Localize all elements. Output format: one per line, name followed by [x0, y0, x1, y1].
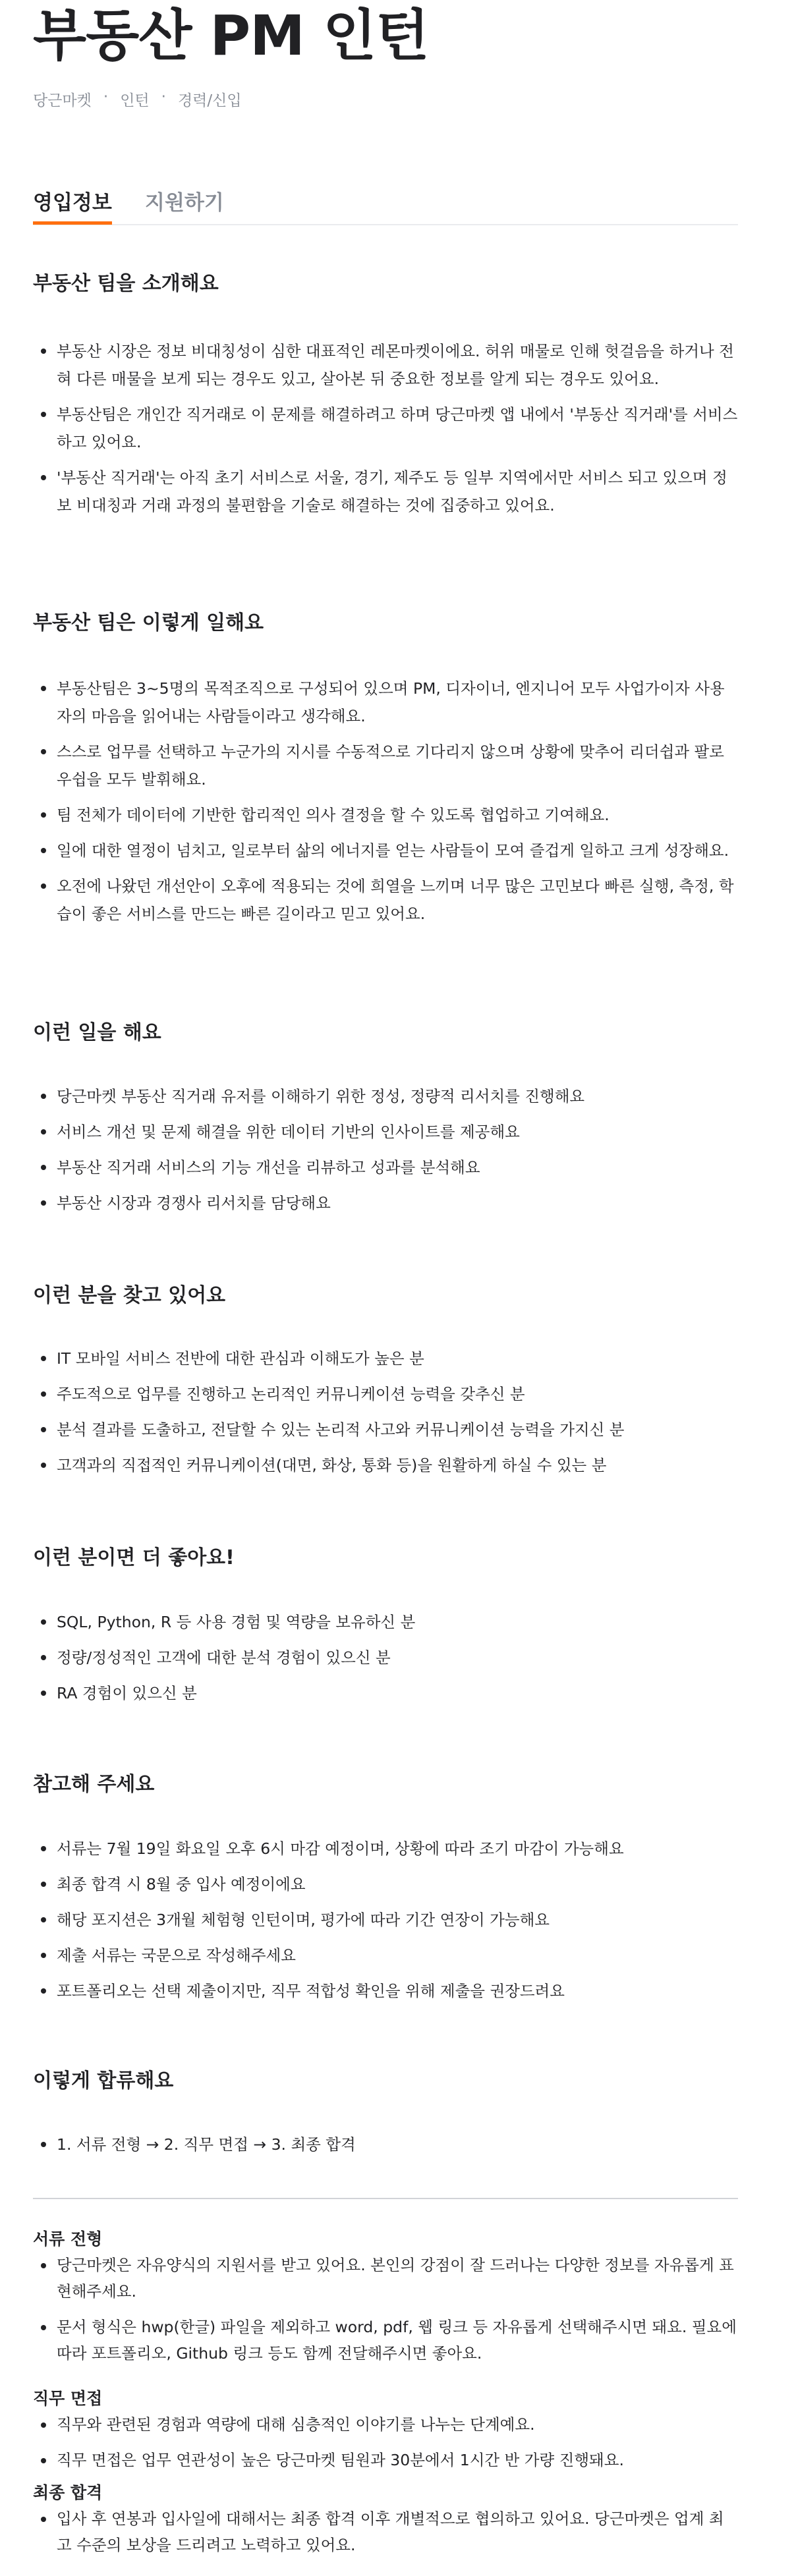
process-title-document: 서류 전형	[33, 2229, 103, 2249]
meta-separator: ·	[103, 88, 109, 105]
list-item: SQL, Python, R 등 사용 경험 및 역량을 보유하신 분	[33, 1608, 738, 1636]
list-item: IT 모바일 서비스 전반에 대한 관심과 이해도가 높은 분	[33, 1345, 738, 1372]
list-item: 주도적으로 업무를 진행하고 논리적인 커뮤니케이션 능력을 갖추신 분	[33, 1380, 738, 1408]
tab-apply[interactable]: 지원하기	[145, 191, 224, 215]
list-item: 문서 형식은 hwp(한글) 파일을 제외하고 word, pdf, 웹 링크 등 자유롭게 선택해주시면 돼요. 필요에 따라 포트폴리오, Github 링크 등도 함께 전달해주시면 좋아요.	[33, 2314, 738, 2366]
list-item: 입사 후 연봉과 입사일에 대해서는 최종 합격 이후 개별적으로 협의하고 있어요. 당근마켓은 업계 최고 수준의 보상을 드리려고 노력하고 있어요.	[33, 2506, 738, 2558]
meta-separator: ·	[161, 88, 166, 105]
list-item: '부동산 직거래'는 아직 초기 서비스로 서울, 경기, 제주도 등 일부 지역에서만 서비스 되고 있으며 정보 비대칭과 거래 과정의 불편함을 기술로 해결하는 것에 집중하고 있어요.	[33, 464, 738, 519]
list-item: 직무 면접은 업무 연관성이 높은 당근마켓 팀원과 30분에서 1시간 반 가량 진행돼요.	[33, 2447, 738, 2473]
list-item: 스스로 업무를 선택하고 누군가의 지시를 수동적으로 기다리지 않으며 상황에 맞추어 리더쉽과 팔로우쉽을 모두 발휘해요.	[33, 738, 738, 793]
process-title-interview: 직무 면접	[33, 2389, 103, 2408]
how-we-work-list	[33, 675, 738, 928]
process-title-final: 최종 합격	[33, 2483, 103, 2502]
hiring-process-list	[33, 2131, 738, 2158]
team-intro-list	[33, 337, 738, 519]
list-item: 1. 서류 전형 → 2. 직무 면접 → 3. 최종 합격	[33, 2131, 738, 2158]
what-you-do-list	[33, 1082, 738, 1217]
list-item: 서비스 개선 및 문제 해결을 위한 데이터 기반의 인사이트를 제공해요	[33, 1118, 738, 1146]
list-item: 최종 합격 시 8월 중 입사 예정이에요	[33, 1870, 738, 1898]
list-item: 분석 결과를 도출하고, 전달할 수 있는 논리적 사고와 커뮤니케이션 능력을 가지신 분	[33, 1416, 738, 1443]
list-item: 고객과의 직접적인 커뮤니케이션(대면, 화상, 통화 등)을 원활하게 하실 수 있는 분	[33, 1451, 738, 1479]
list-item: 해당 포지션은 3개월 체험형 인턴이며, 평가에 따라 기간 연장이 가능해요	[33, 1906, 738, 1934]
notes-list	[33, 1835, 738, 2005]
company-name: 당근마켓	[33, 92, 92, 109]
list-item: 부동산 시장은 정보 비대칭성이 심한 대표적인 레몬마켓이에요. 허위 매물로 인해 헛걸음을 하거나 전혀 다른 매물을 보게 되는 경우도 있고, 살아본 뒤 중요한 정보를 알게 되는 경우도 있어요.	[33, 337, 738, 393]
list-item: 부동산팀은 개인간 직거래로 이 문제를 해결하려고 하며 당근마켓 앱 내에서 '부동산 직거래'를 서비스하고 있어요.	[33, 401, 738, 456]
section-title-qualifications: 이런 분을 찾고 있어요	[33, 1284, 226, 1307]
list-item: 직무와 관련된 경험과 역량에 대해 심층적인 이야기를 나누는 단계예요.	[33, 2411, 738, 2438]
list-item: 부동산 시장과 경쟁사 리서치를 담당해요	[33, 1189, 738, 1217]
section-title-preferred: 이런 분이면 더 좋아요!	[33, 1546, 235, 1569]
list-item: 오전에 나왔던 개선안이 오후에 적용되는 것에 희열을 느끼며 너무 많은 고민보다 빠른 실행, 측정, 학습이 좋은 서비스를 만드는 빠른 길이라고 믿고 있어요.	[33, 872, 738, 928]
list-item: 당근마켓은 자유양식의 지원서를 받고 있어요. 본인의 강점이 잘 드러나는 다양한 정보를 자유롭게 표현해주세요.	[33, 2252, 738, 2305]
list-item: 부동산 직거래 서비스의 기능 개선을 리뷰하고 성과를 분석해요	[33, 1154, 738, 1181]
tab-bar	[33, 188, 738, 225]
list-item: 일에 대한 열정이 넘치고, 일로부터 삶의 에너지를 얻는 사람들이 모여 즐겁게 일하고 크게 성장해요.	[33, 837, 738, 864]
preferred-list	[33, 1608, 738, 1707]
divider	[33, 2198, 738, 2199]
section-title-hiring-process: 이렇게 합류해요	[33, 2069, 174, 2092]
list-item: 팀 전체가 데이터에 기반한 합리적인 의사 결정을 할 수 있도록 협업하고 기여해요.	[33, 801, 738, 829]
career-level: 경력/신입	[177, 92, 242, 109]
list-item: 부동산팀은 3~5명의 목적조직으로 구성되어 있으며 PM, 디자이너, 엔지니어 모두 사업가이자 사용자의 마음을 읽어내는 사람들이라고 생각해요.	[33, 675, 738, 730]
section-title-notes: 참고해 주세요	[33, 1773, 155, 1796]
list-item: 정량/정성적인 고객에 대한 분석 경험이 있으신 분	[33, 1644, 738, 1671]
job-meta	[33, 88, 242, 110]
qualifications-list	[33, 1345, 738, 1479]
list-item: RA 경험이 있으신 분	[33, 1679, 738, 1707]
list-item: 서류는 7월 19일 화요일 오후 6시 마감 예정이며, 상황에 따라 조기 마감이 가능해요	[33, 1835, 738, 1862]
section-title-what-you-do: 이런 일을 해요	[33, 1021, 161, 1044]
page-title: 부동산 PM 인턴	[33, 3, 429, 68]
process-final-list	[33, 2506, 738, 2558]
list-item: 당근마켓 부동산 직거래 유저를 이해하기 위한 정성, 정량적 리서치를 진행해요	[33, 1082, 738, 1110]
section-title-team-intro: 부동산 팀을 소개해요	[33, 272, 219, 295]
process-document-list	[33, 2252, 738, 2366]
list-item: 포트폴리오는 선택 제출이지만, 직무 적합성 확인을 위해 제출을 권장드려요	[33, 1977, 738, 2005]
list-item: 제출 서류는 국문으로 작성해주세요	[33, 1942, 738, 1969]
process-interview-list	[33, 2411, 738, 2473]
employment-type: 인턴	[120, 92, 150, 109]
section-title-how-we-work: 부동산 팀은 이렇게 일해요	[33, 611, 264, 634]
tab-job-info[interactable]: 영입정보	[33, 188, 112, 217]
